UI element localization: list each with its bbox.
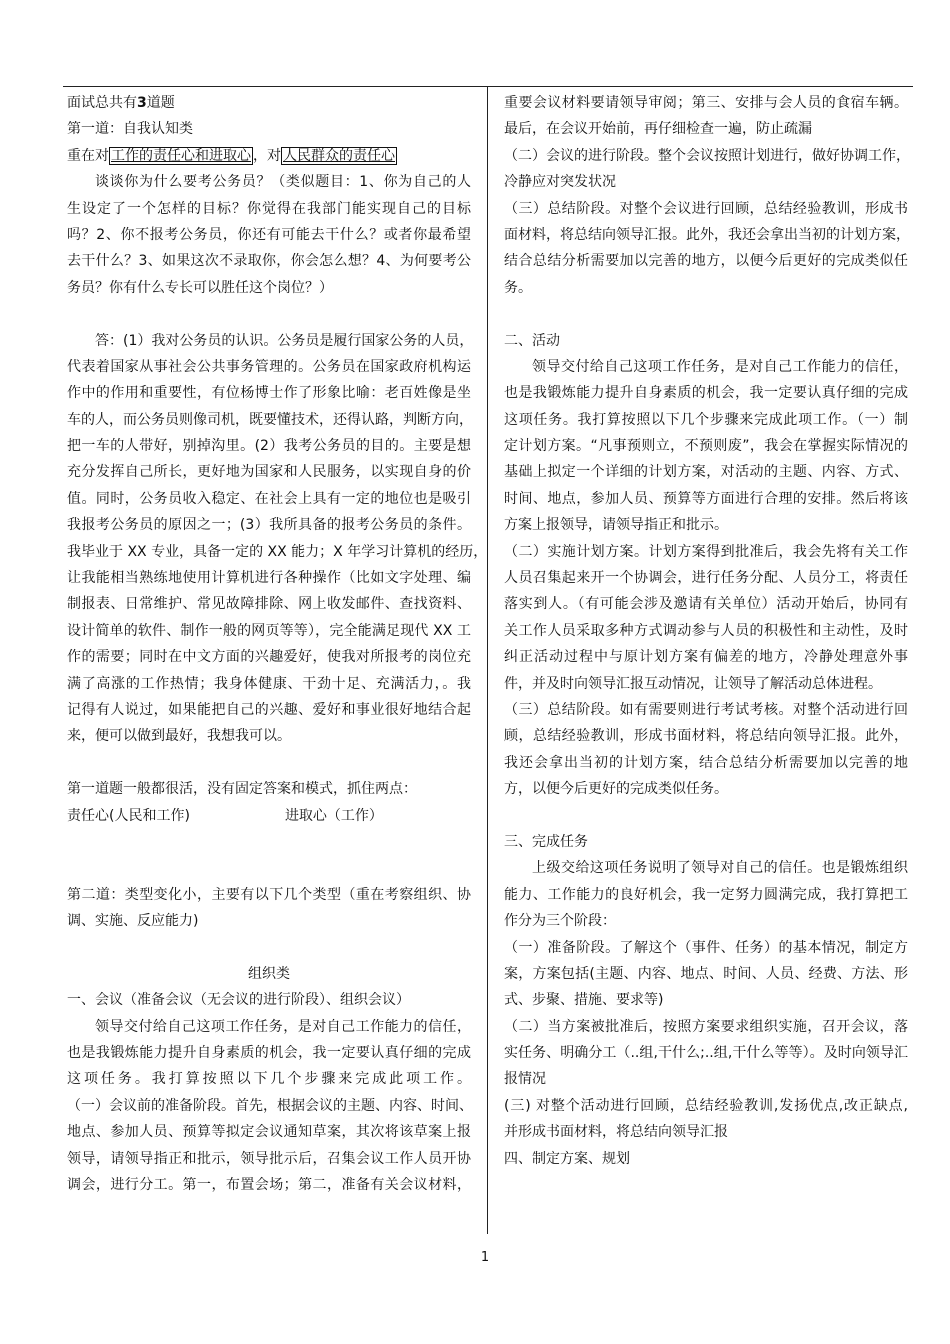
left-column [67, 90, 488, 1198]
right-column [504, 90, 908, 1172]
page-number: 1 [480, 1250, 490, 1265]
focus-box-2: 人民群众的责任心 [283, 147, 395, 164]
meeting-body: 领导交付给自己这项工作任务，是对自己工作能力的信任， 也是我锻炼能力提升自身素质的机会，我一定要认真仔细的完成 这项任务。我打算按照以下几个步骤来完成此项工作。 （一）会议前的准备阶段。首先，根据会议的主题、内容、时间、 地点、参加人员、预算等拟定会议通知草案，其次将该草案上报 领导，请领导指正和批示，领导批示后，召集会议工作人员开协 调会，进行分工。第一，布置会场；第二，准备有关会议材料， [67, 1018, 473, 1194]
q1-answer: 答：(1）我对公务员的认识。公务员是履行国家公务的人员， 代表着国家从事社会公共事务管理的。公务员在国家政府机构运 作中的作用和重要性，有位杨博士作了形象比喻：老百姓像是坐 车的人，而公务员则像司机，既要懂技术，还得认路，判断方向， 把一车的人带好，别掉沟里。(2）我考公务员的目的。主要是想 充分发挥自己所长，更好地为国家和人民服务，以实现自身的价 值。同时，公务员收入稳定、在社会上具有一定的地位也是吸引 我报考公务员的原因之一；(3）我所具备的报考公务员的条件。 我毕业于 XX 专业，具备一定的 XX 能力；X 年学习计算机的经历， 让我能相当熟练地使用计算机进行各种操作（比如文字处理、编 制报表、日常维护、常见故障排除、网上收发邮件、查找资料、 设计简单的软件、制作一般的网页等等），完全能满足现代 XX 工 作的需要；同时在中文方面的兴趣爱好，使我对所报考的岗位充 满了高涨的工作热情；我身体健康、干劲十足、充满活力，。我 记得有人说过，如果能把自己的兴趣、爱好和事业很好地结合起 来，便可以做到最好，我想我可以。 [67, 332, 488, 745]
doc-header: 面试总共有3道题 [67, 95, 175, 111]
q1-question: 谈谈你为什么要考公务员？（类似题目：1、你为自己的人 生设定了一个怎样的目标？你觉得在我部门能实现自己的目标 吗？2、你不报考公务员，你还有可能去干什么？或者你最希望 去干什么？3、如果这次不录取你，你会怎么想？4、为何要考公 务员？你有什么专长可以胜任这个岗位？） [67, 174, 471, 296]
top-rule [63, 86, 913, 87]
org-section-title: 组织类 [248, 965, 290, 982]
q1-focus: 重在对 工作的责任心和进取心 ，对 人民群众的责任心 [67, 147, 395, 164]
meeting-title: 一、会议（准备会议（无会议的进行阶段）、组织会议） [67, 992, 410, 1009]
focus-box-1: 工作的责任心和进取心 [111, 147, 251, 164]
q2-title: 第二道：类型变化小，主要有以下几个类型（重在考察组织、协 调、实施、反应能力) [67, 886, 471, 930]
q1-title: 第一道：自我认知类 [67, 121, 193, 138]
column-divider [487, 86, 488, 1234]
q1-points: 责任心(人民和工作) 进取心（工作） [67, 807, 383, 824]
activity-title: 二、活动 [504, 332, 560, 349]
task-title: 三、完成任务 [504, 833, 588, 850]
activity-body: 领导交付给自己这项工作任务，是对自己工作能力的信任， 也是我锻炼能力提升自身素质的机会，我一定要认真仔细的完成 这项任务。我打算按照以下几个步骤来完成此项工作。（一）制 定计划方案。“凡事预则立，不预则废”，我会在掌握实际情况的 基础上拟定一个详细的计划方案，对活动的主题、内容、方式、 时间、地点，参加人员、预算等方面进行合理的安排。然后将该 方案上报领导，请领导指正和批示。 （二）实施计划方案。计划方案得到批准后，我会先将有关工作 人员召集起来开一个协调会，进行任务分配、人员分工，将责任 落实到人。（有可能会涉及邀请有关单位）活动开始后，协同有 关工作人员采取多种方式调动参与人员的积极性和主动性，及时 纠正活动过程中与原计划方案有偏差的地方，冷静处理意外事 件，并及时向领导汇报互动情况，让领导了解活动总体进程。 （三）总结阶段。如有需要则进行考试考核。对整个活动进行回 顾，总结经验教训，形成书面材料，将总结向领导汇报。此外， 我还会拿出当初的计划方案，结合总结分析需要加以完善的地 方，以便今后更好的完成类似任务。 [504, 358, 908, 798]
q1-summary: 第一道题一般都很活，没有固定答案和模式，抓住两点： [67, 781, 417, 798]
plan-title: 四、制定方案、规划 [504, 1150, 630, 1167]
task-body: 上级交给这项任务说明了领导对自己的信任。也是锻炼组织 能力、工作能力的良好机会，我一定努力圆满完成，我打算把工 作分为三个阶段： （一）准备阶段。了解这个（事件、任务）的基本情况，制定方 案，方案包括(主题、内容、地点、时间、人员、经费、方法、形 式、步聚、措施、要求等) （二）当方案被批准后，按照方案要求组织实施，召开会议，落 实任务、明确分工（..组,干什么;..组,干什么等等）。及时向领导汇 报情况 (三) 对整个活动进行回顾，总结经验教训,发扬优点,改正缺点, 并形成书面材料，将总结向领导汇报 [504, 860, 908, 1141]
meeting-continued: 重要会议材料要请领导审阅；第三、安排与会人员的食宿车辆。 最后，在会议开始前，再仔细检查一遍，防止疏漏 （二）会议的进行阶段。整个会议按照计划进行，做好协调工作， 冷静应对突发状况 （三）总结阶段。对整个会议进行回顾，总结经验教训，形成书 面材料，将总结向领导汇报。此外，我还会拿出当初的计划方案， 结合总结分析需要加以完善的地方，以便今后更好的完成类似任 务。 [504, 95, 910, 296]
